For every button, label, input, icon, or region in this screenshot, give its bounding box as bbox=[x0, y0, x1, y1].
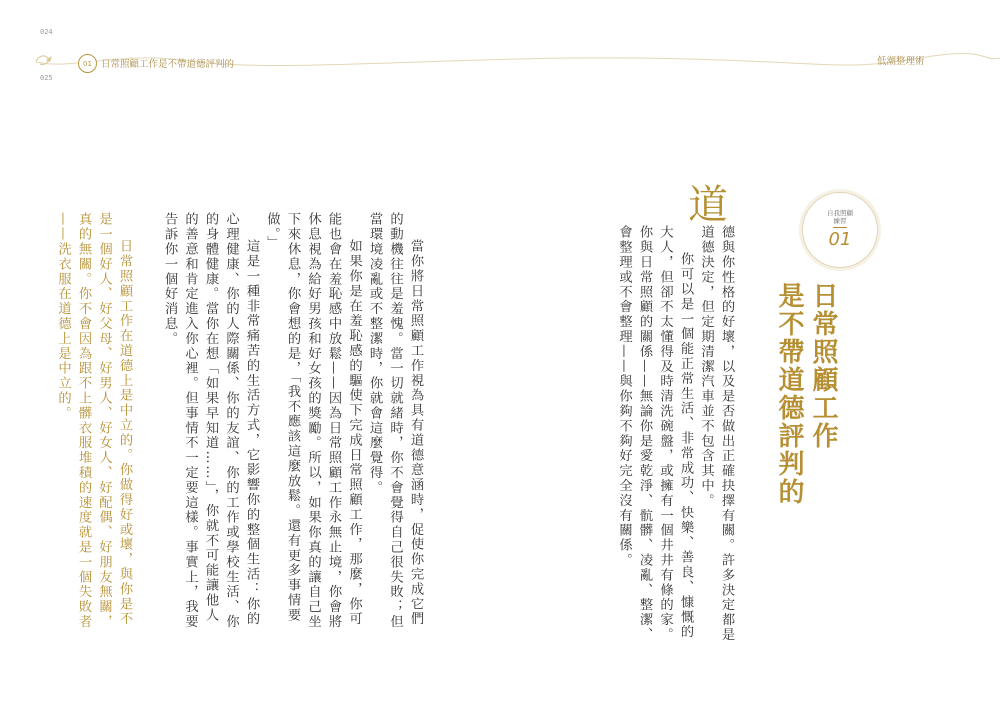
seal-number: 01 bbox=[828, 229, 852, 250]
chapter-title bbox=[772, 282, 840, 506]
page-number-left: 024 bbox=[40, 28, 53, 36]
body-paragraph-3: 這是一種非常痛苦的生活方式，它影響你的整個生活：你的心理健康、你的人際關係、你的友誼、你的工作或學校生活、你的身體健康。當你在想「如果早知道……」，你就不可能讓他人的善意和肯定進入你心裡。但事情不一定要這樣。事實上，我要告訴你一個好消息。 bbox=[162, 212, 259, 630]
chapter-title-line1: 日常照顧工作 bbox=[808, 282, 838, 450]
seal-divider bbox=[833, 227, 847, 228]
intro-paragraph-1: 德與你性格的好壞，以及是否做出正確抉擇有關。許多決定都是道德決定，但定期清潔汽車並不包含其中。 bbox=[698, 225, 734, 643]
chapter-badge: 01 bbox=[78, 54, 97, 73]
running-header-chapter: 日常照顧工作是不帶道德評判的 bbox=[101, 59, 235, 70]
body-text bbox=[143, 212, 425, 632]
self-care-practice-seal bbox=[802, 192, 878, 268]
header-ornament-line bbox=[0, 0, 1000, 110]
drop-cap: 道 bbox=[688, 182, 728, 228]
intro-paragraph-2: 你可以是一個能正常生活、非常成功、快樂、善良、慷慨的大人，但卻不太懂得及時清洗碗盤，或擁有一個井井有條的家。你與日常照顧的關係——無論你是愛乾淨、骯髒、凌亂、整潔、會整理或不會整理——與你夠不夠好完全沒有關係。 bbox=[616, 225, 693, 643]
intro-text bbox=[586, 225, 736, 645]
chapter-title-line2: 是不帶道德評判的 bbox=[774, 282, 804, 506]
seal-label bbox=[803, 209, 877, 225]
body-paragraph-1: 當你將日常照顧工作視為具有道德意涵時，促使你完成它們的動機往往是羞愧。當一切就緒時，你不會覺得自己很失敗；但當環境凌亂或不整潔時，你就會這麼覺得。 bbox=[367, 212, 423, 630]
running-header-book-title: 低潮整理術 bbox=[877, 56, 925, 67]
seal-label-line2: 練習 bbox=[833, 217, 847, 225]
highlight-paragraph: 日常照顧工作在道德上是中立的。你做得好或壞，與你是不是一個好人、好父母、好男人、好女人、好配偶、好朋友無關，真的無關。你不會因為跟不上髒衣服堆積的速度就是一個失敗者——洗衣服在道德上是中立的。 bbox=[55, 212, 132, 630]
seal-label-line1: 自我照顧 bbox=[827, 209, 853, 217]
page-number-right: 025 bbox=[40, 74, 53, 82]
body-paragraph-2: 如果你是在羞恥感的驅使下完成日常照顧工作，那麼，你可能也會在羞恥感中放鬆——因為日常照顧工作永無止境，你會將休息視為給好男孩和好女孩的獎勵。所以，如果你真的讓自己坐下來休息，你會想的是，「我不應該這麼放鬆。還有更多事情要做。」 bbox=[264, 212, 362, 630]
highlight-text bbox=[55, 212, 134, 632]
